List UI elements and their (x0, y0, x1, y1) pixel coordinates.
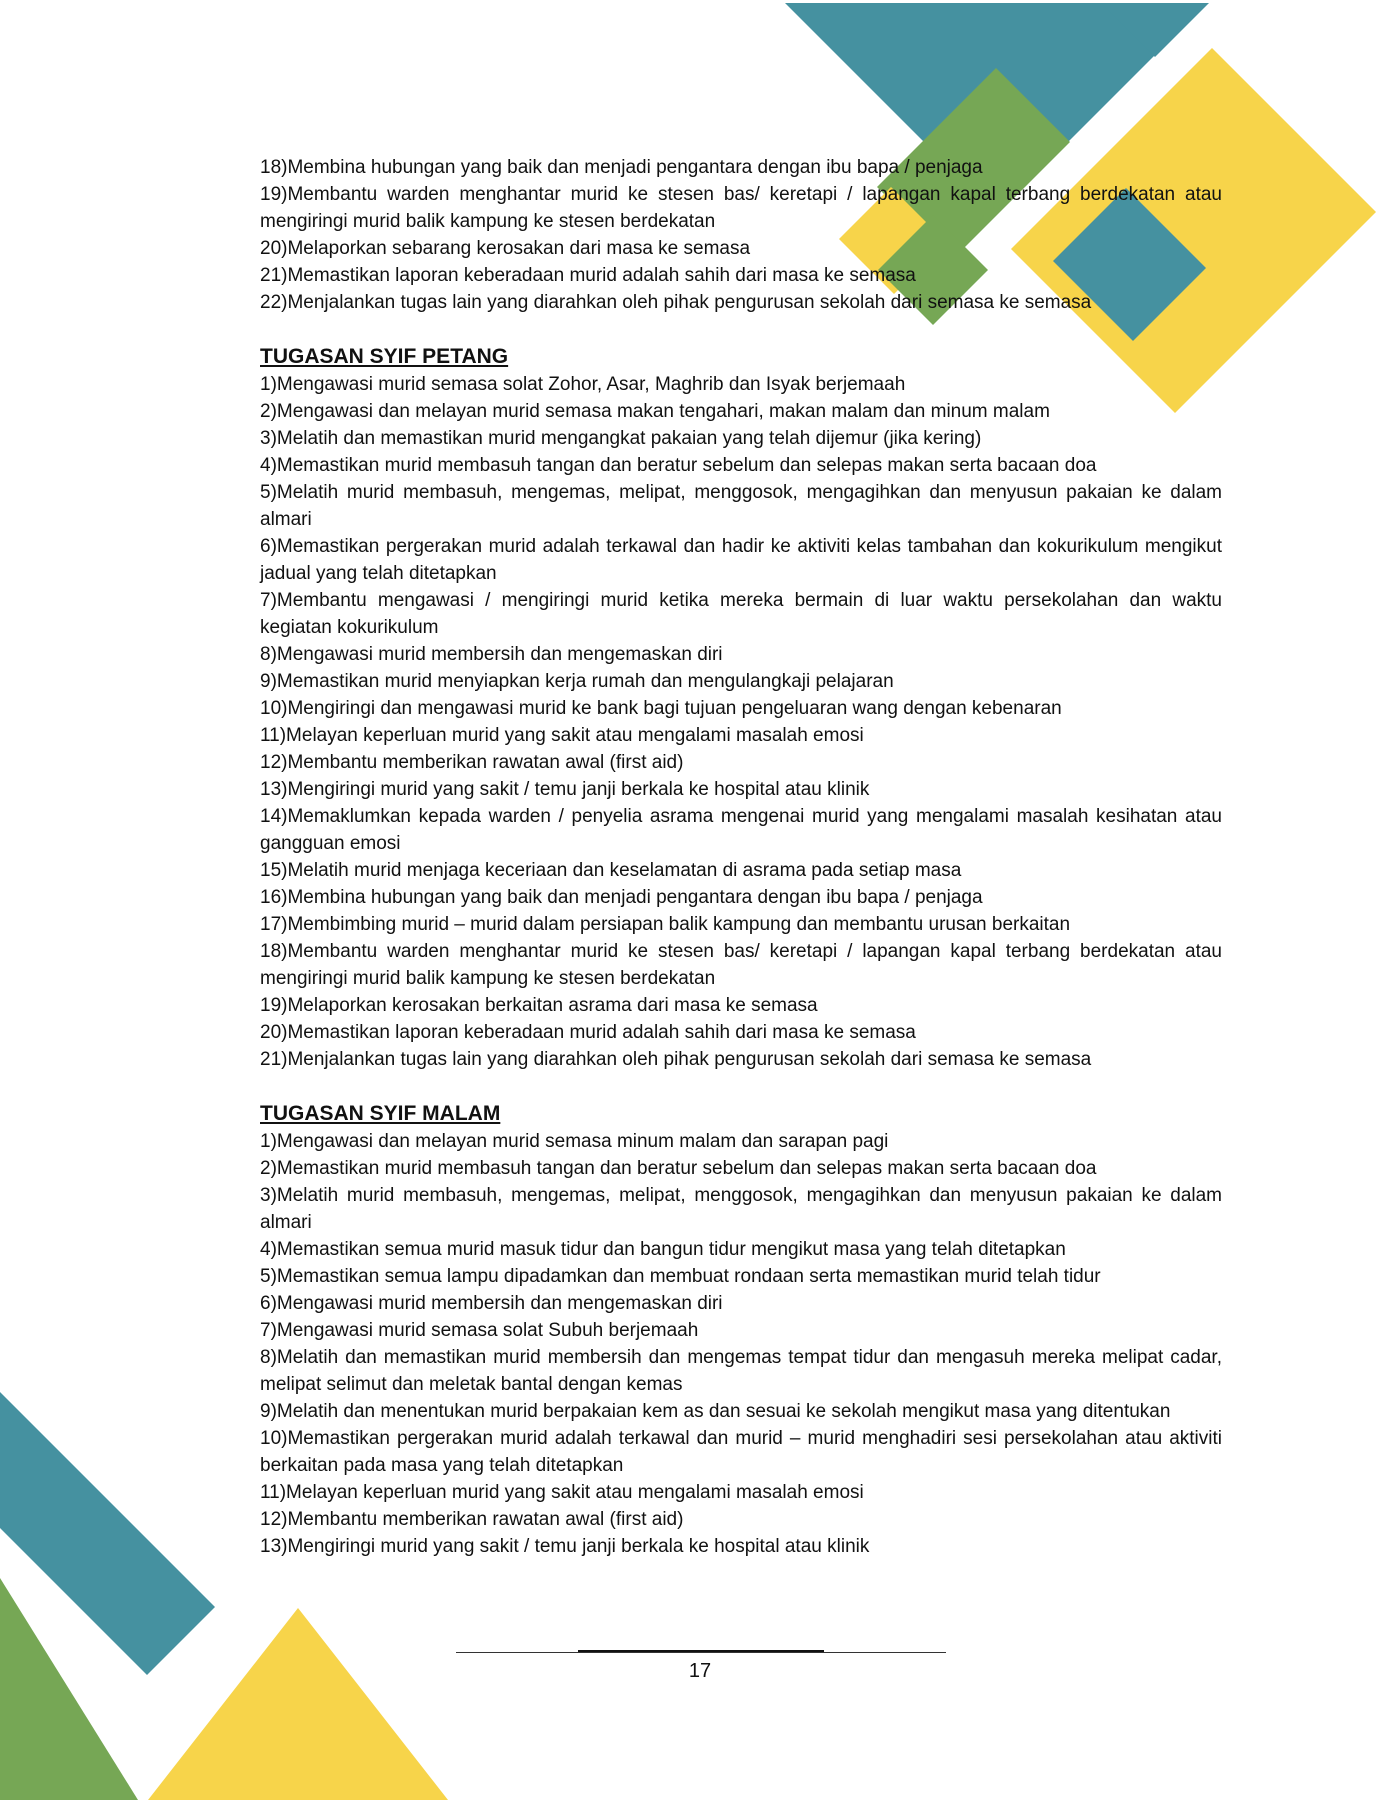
section-petang (260, 342, 1222, 1073)
section-heading: TUGASAN SYIF PETANG (260, 345, 509, 368)
yellow-triangle-bottom (148, 1608, 448, 1800)
list-item: 9)Memastikan murid menyiapkan kerja rumah dan mengulangkaji pelajaran (260, 671, 894, 692)
list-item: 4)Memastikan murid membasuh tangan dan beratur sebelum dan selepas makan serta bacaan doa (260, 455, 1097, 476)
list-item: 21)Menjalankan tugas lain yang diarahkan oleh pihak pengurusan sekolah dari semasa ke semasa (260, 1049, 1092, 1070)
list-item: 19)Membantu warden menghantar murid ke stesen bas/ keretapi / lapangan kapal terbang berdekatan atau mengiringi murid balik kampung ke stesen berdekatan (260, 184, 1222, 232)
list-item: 2)Memastikan murid membasuh tangan dan beratur sebelum dan selepas makan serta bacaan doa (260, 1158, 1097, 1179)
list-item: 16)Membina hubungan yang baik dan menjadi pengantara dengan ibu bapa / penjaga (260, 887, 983, 908)
list-item: 19)Melaporkan kerosakan berkaitan asrama dari masa ke semasa (260, 995, 818, 1016)
list-item: 12)Membantu memberikan rawatan awal (first aid) (260, 1509, 684, 1530)
list-item: 11)Melayan keperluan murid yang sakit atau mengalami masalah emosi (260, 1482, 864, 1503)
list-item: 1)Mengawasi murid semasa solat Zohor, Asar, Maghrib dan Isyak berjemaah (260, 374, 906, 395)
list-item: 8)Mengawasi murid membersih dan mengemaskan diri (260, 644, 723, 665)
list-item: 20)Melaporkan sebarang kerosakan dari masa ke semasa (260, 238, 751, 259)
list-item: 7)Mengawasi murid semasa solat Subuh berjemaah (260, 1320, 699, 1341)
section-heading: TUGASAN SYIF MALAM (260, 1102, 501, 1125)
list-item: 17)Membimbing murid – murid dalam persiapan balik kampung dan membantu urusan berkaitan (260, 914, 1071, 935)
list-item: 5)Melatih murid membasuh, mengemas, melipat, menggosok, mengagihkan dan menyusun pakaian ke dalam almari (260, 482, 1222, 530)
page-number: 17 (688, 1660, 712, 1682)
list-item: 7)Membantu mengawasi / mengiringi murid ketika mereka bermain di luar waktu persekolahan dan waktu kegiatan kokurikulum (260, 590, 1222, 638)
list-item: 10)Memastikan pergerakan murid adalah terkawal dan murid – murid menghadiri sesi persekolahan atau aktiviti berkaitan pada masa yang telah ditetapkan (260, 1428, 1222, 1476)
list-item: 12)Membantu memberikan rawatan awal (first aid) (260, 752, 684, 773)
list-item: 4)Memastikan semua murid masuk tidur dan bangun tidur mengikut masa yang telah ditetapkan (260, 1239, 1066, 1260)
footer-divider-accent (578, 1650, 824, 1652)
document-body (260, 154, 1222, 1560)
list-item: 13)Mengiringi murid yang sakit / temu janji berkala ke hospital atau klinik (260, 1536, 870, 1557)
list-item: 14)Memaklumkan kepada warden / penyelia asrama mengenai murid yang mengalami masalah kesihatan atau gangguan emosi (260, 806, 1222, 854)
list-item: 3)Melatih dan memastikan murid mengangkat pakaian yang telah dijemur (jika kering) (260, 428, 982, 449)
section-pagi-continued (260, 154, 1222, 316)
list-item: 15)Melatih murid menjaga keceriaan dan keselamatan di asrama pada setiap masa (260, 860, 962, 881)
list-item: 10)Mengiringi dan mengawasi murid ke bank bagi tujuan pengeluaran wang dengan kebenaran (260, 698, 1062, 719)
list-item: 22)Menjalankan tugas lain yang diarahkan oleh pihak pengurusan sekolah dari semasa ke semasa (260, 292, 1092, 313)
list-item: 11)Melayan keperluan murid yang sakit atau mengalami masalah emosi (260, 725, 864, 746)
list-item: 21)Memastikan laporan keberadaan murid adalah sahih dari masa ke semasa (260, 265, 916, 286)
list-item: 13)Mengiringi murid yang sakit / temu janji berkala ke hospital atau klinik (260, 779, 870, 800)
list-item: 20)Memastikan laporan keberadaan murid adalah sahih dari masa ke semasa (260, 1022, 916, 1043)
section-malam (260, 1099, 1222, 1560)
list-item: 5)Memastikan semua lampu dipadamkan dan membuat rondaan serta memastikan murid telah tidur (260, 1266, 1101, 1287)
footer-divider (456, 1652, 946, 1653)
list-item: 6)Mengawasi murid membersih dan mengemaskan diri (260, 1293, 723, 1314)
list-item: 1)Mengawasi dan melayan murid semasa minum malam dan sarapan pagi (260, 1131, 889, 1152)
list-item: 3)Melatih murid membasuh, mengemas, melipat, menggosok, mengagihkan dan menyusun pakaian ke dalam almari (260, 1185, 1222, 1233)
list-item: 2)Mengawasi dan melayan murid semasa makan tengahari, makan malam dan minum malam (260, 401, 1050, 422)
list-item: 6)Memastikan pergerakan murid adalah terkawal dan hadir ke aktiviti kelas tambahan dan kokurikulum mengikut jadual yang telah ditetapkan (260, 536, 1222, 584)
list-item: 18)Membantu warden menghantar murid ke stesen bas/ keretapi / lapangan kapal terbang berdekatan atau mengiringi murid balik kampung ke stesen berdekatan (260, 941, 1222, 989)
list-item: 18)Membina hubungan yang baik dan menjadi pengantara dengan ibu bapa / penjaga (260, 157, 983, 178)
list-item: 8)Melatih dan memastikan murid membersih dan mengemas tempat tidur dan mengasuh mereka melipat cadar, melipat selimut dan meletak bantal dengan kemas (260, 1347, 1222, 1395)
list-item: 9)Melatih dan menentukan murid berpakaian kem as dan sesuai ke sekolah mengikut masa yang ditentukan (260, 1401, 1171, 1422)
